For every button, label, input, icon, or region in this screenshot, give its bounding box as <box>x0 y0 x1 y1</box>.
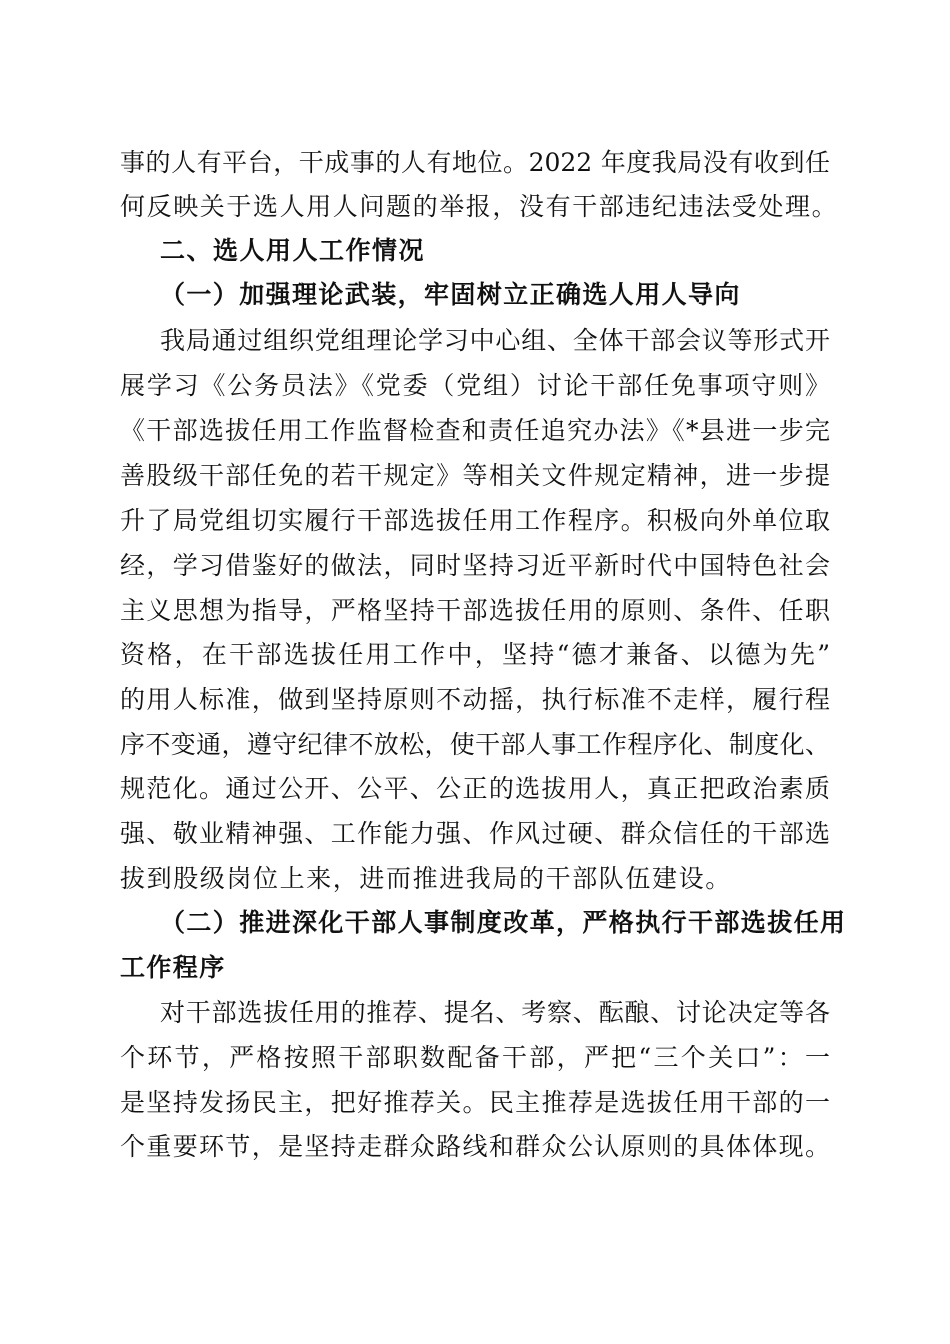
body-text-line: 展学习《公务员法》《党委（党组）讨论干部任免事项守则》 <box>120 371 830 400</box>
body-text-line: 升了局党组切实履行干部选拔任用工作程序。积极向外单位取 <box>120 506 830 535</box>
subsection-heading: （一）加强理论武装，牢固树立正确选人用人导向 <box>160 280 741 309</box>
body-text-line: 个重要环节，是坚持走群众路线和群众公认原则的具体体现。 <box>120 1132 830 1161</box>
section-heading: 二、选人用人工作情况 <box>160 236 426 265</box>
body-text-line: 序不变通，遵守纪律不放松，使干部人事工作程序化、制度化、 <box>120 730 830 759</box>
body-text-line: 资格，在干部选拔任用工作中，坚持“德才兼备、以德为先” <box>120 640 830 669</box>
body-text-line: 拔到股级岗位上来，进而推进我局的干部队伍建设。 <box>120 864 732 893</box>
body-text-line: 的用人标准，做到坚持原则不动摇，执行标准不走样，履行程 <box>120 685 830 714</box>
subsection-heading-continued: 工作程序 <box>120 953 226 982</box>
body-text-line: 个环节，严格按照干部职数配备干部，严把“三个关口”：一 <box>120 1043 830 1072</box>
body-text-line: 《干部选拔任用工作监督检查和责任追究办法》《*县进一步完 <box>120 416 830 445</box>
body-text-line: 规范化。通过公开、公平、公正的选拔用人，真正把政治素质 <box>120 774 830 803</box>
body-text-line: 强、敬业精神强、工作能力强、作风过硬、群众信任的干部选 <box>120 819 830 848</box>
subsection-heading: （二）推进深化干部人事制度改革，严格执行干部选拔任用 <box>160 908 847 937</box>
body-text-line: 善股级干部任免的若干规定》等相关文件规定精神，进一步提 <box>120 461 830 490</box>
body-text-line: 何反映关于选人用人问题的举报，没有干部违纪违法受处理。 <box>120 192 839 221</box>
body-text-line: 主义思想为指导，严格坚持干部选拔任用的原则、条件、任职 <box>120 596 830 625</box>
body-text-line: 经，学习借鉴好的做法，同时坚持习近平新时代中国特色社会 <box>120 551 830 580</box>
body-text-line: 事的人有平台，干成事的人有地位。2022 年度我局没有收到任 <box>120 148 830 177</box>
body-text-line: 对干部选拔任用的推荐、提名、考察、酝酿、讨论决定等各 <box>160 998 830 1027</box>
body-text-line: 我局通过组织党组理论学习中心组、全体干部会议等形式开 <box>160 326 830 355</box>
body-text-line: 是坚持发扬民主，把好推荐关。民主推荐是选拔任用干部的一 <box>120 1088 830 1117</box>
